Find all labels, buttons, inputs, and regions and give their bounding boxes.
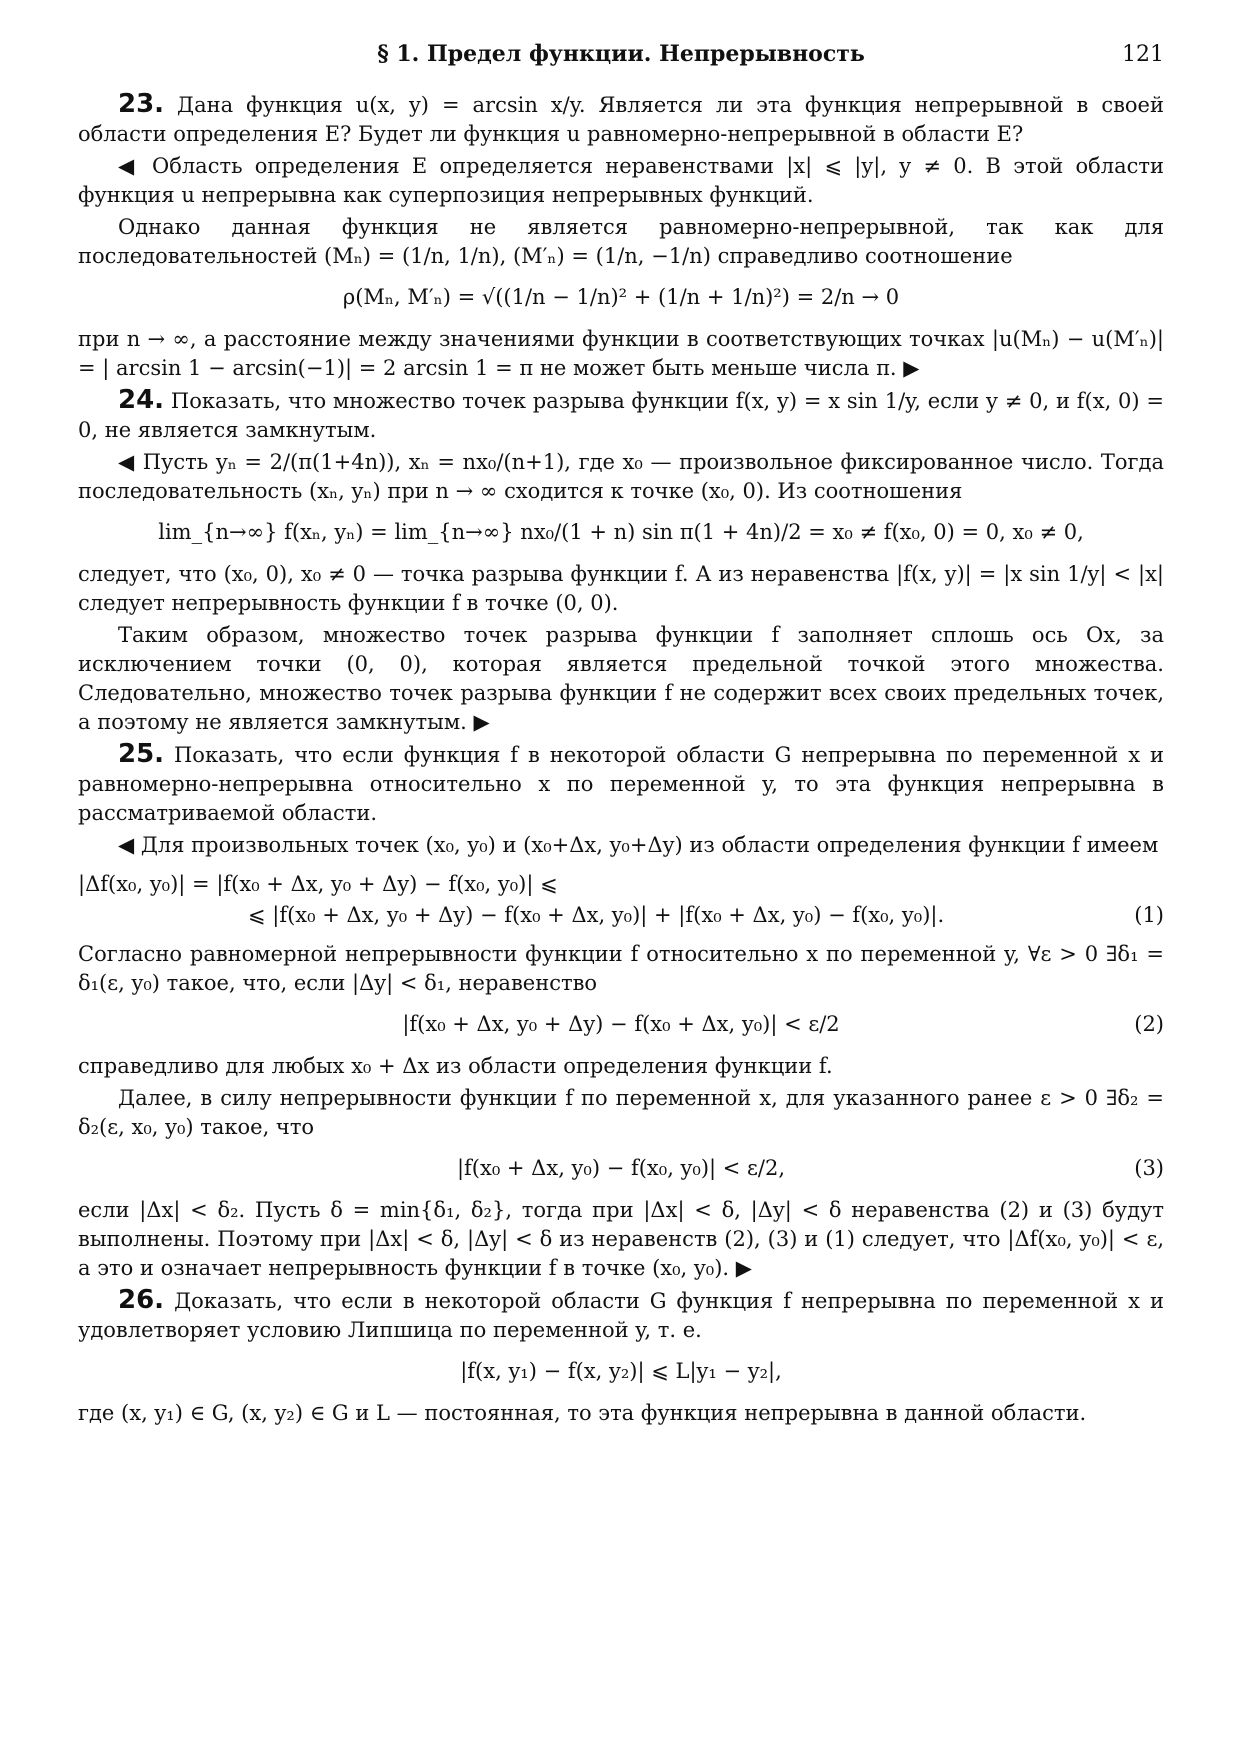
problem-25-equation-2: |f(x₀ + Δx, y₀ + Δy) − f(x₀ + Δx, y₀)| < ε/2 (2) bbox=[78, 1010, 1164, 1040]
problem-24-number: 24. bbox=[118, 385, 165, 415]
section-title: § 1. Предел функции. Непрерывность bbox=[377, 41, 865, 67]
problem-25-equation-1b: ⩽ |f(x₀ + Δx, y₀ + Δy) − f(x₀ + Δx, y₀)| + |f(x₀ + Δx, y₀) − f(x₀, y₀)|. (1) bbox=[78, 901, 1164, 930]
problem-25-solution-p4: Далее, в силу непрерывности функции f по переменной x, для указанного ранее ε > 0 ∃δ₂ = δ₂(ε, x₀, y₀) такое, что bbox=[78, 1086, 1164, 1139]
problem-23-solution-p1: ◀ Область определения E определяется неравенствами |x| ⩽ |y|, y ≠ 0. В этой области функция u непрерывна как суперпозиция непрерывных функций. bbox=[78, 154, 1164, 207]
problem-26-text: где (x, y₁) ∈ G, (x, y₂) ∈ G и L — постоянная, то эта функция непрерывна в данной области. bbox=[78, 1401, 1087, 1425]
problem-23-statement: 23. Дана функция u(x, y) = arcsin x/y. Является ли эта функция непрерывной в своей области определения E? Будет ли функция u равномерно-непрерывной в области E? bbox=[78, 89, 1164, 146]
problem-26-number: 26. bbox=[118, 1285, 165, 1315]
equation-tag-2: (2) bbox=[1134, 1012, 1164, 1036]
problem-23-solution-p2: Однако данная функция не является равномерно-непрерывной, так как для последовательностей (Mₙ) = (1/n, 1/n), (M′ₙ) = (1/n, −1/n) справедливо соотношение bbox=[78, 215, 1164, 268]
problem-23-solution-p3: при n → ∞, а расстояние между значениями функции в соответствующих точках |u(Mₙ) − u(M′ₙ)| = | arcsin 1 − arcsin(−1)| = 2 arcsin 1 = π не может быть меньше числа π. ▶ bbox=[78, 327, 1164, 380]
problem-25-equation-3: |f(x₀ + Δx, y₀) − f(x₀, y₀)| < ε/2, (3) bbox=[78, 1154, 1164, 1184]
problem-25-statement: 25. Показать, что если функция f в некоторой области G непрерывна по переменной x и равномерно-непрерывна относительно x по переменной y, то эта функция непрерывна в рассматриваемой области. bbox=[78, 739, 1164, 825]
problem-26-statement: 26. Доказать, что если в некоторой области G функция f непрерывна по переменной x и удовлетворяет условию Липшица по переменной y, т. е. bbox=[78, 1285, 1164, 1342]
problem-25-number: 25. bbox=[118, 739, 165, 769]
page-number: 121 bbox=[1122, 42, 1164, 67]
problem-24-solution-p3: Таким образом, множество точек разрыва функции f заполняет сплошь ось Ox, за исключением точки (0, 0), которая является предельной точкой этого множества. Следовательно, множество точек разрыва функции f не содержит всех своих предельных точек, а поэтому не является замкнутым. ▶ bbox=[78, 623, 1164, 734]
equation-tag-3: (3) bbox=[1134, 1156, 1164, 1180]
equation-tag-1: (1) bbox=[1134, 903, 1164, 927]
running-header bbox=[78, 40, 1164, 72]
problem-25-solution-p5: если |Δx| < δ₂. Пусть δ = min{δ₁, δ₂}, тогда при |Δx| < δ, |Δy| < δ неравенства (2) и (3) будут выполнены. Поэтому при |Δx| < δ, |Δy| < δ из неравенств (2), (3) и (1) следует, что |Δf(x₀, y₀)| < ε, а это и означает непрерывность функции f в точке (x₀, y₀). ▶ bbox=[78, 1198, 1164, 1280]
problem-24-equation: lim_{n→∞} f(xₙ, yₙ) = lim_{n→∞} nx₀/(1 + n) sin π(1 + 4n)/2 = x₀ ≠ f(x₀, 0) = 0, x₀ ≠ 0, bbox=[158, 520, 1084, 544]
problem-25-solution-p1: ◀ Для произвольных точек (x₀, y₀) и (x₀+Δx, y₀+Δy) из области определения функции f имеем bbox=[118, 833, 1159, 857]
problem-25-solution-p3: справедливо для любых x₀ + Δx из области определения функции f. bbox=[78, 1054, 833, 1078]
problem-23-number: 23. bbox=[118, 89, 165, 119]
problem-24-solution-p1: ◀ Пусть yₙ = 2/(π(1+4n)), xₙ = nx₀/(n+1), где x₀ — произвольное фиксированное число. Тогда последовательность (xₙ, yₙ) при n → ∞ сходится к точке (x₀, 0). Из соотношения bbox=[78, 450, 1164, 503]
problem-26-equation: |f(x, y₁) − f(x, y₂)| ⩽ L|y₁ − y₂|, bbox=[460, 1359, 782, 1383]
problem-25-solution-p2: Согласно равномерной непрерывности функции f относительно x по переменной y, ∀ε > 0 ∃δ₁ = δ₁(ε, y₀) такое, что, если |Δy| < δ₁, неравенство bbox=[78, 942, 1164, 995]
problem-25-equation-1a: |Δf(x₀, y₀)| = |f(x₀ + Δx, y₀ + Δy) − f(x₀, y₀)| ⩽ bbox=[78, 872, 558, 896]
problem-23-equation: ρ(Mₙ, M′ₙ) = √((1/n − 1/n)² + (1/n + 1/n)²) = 2/n → 0 bbox=[342, 285, 900, 309]
problem-24-solution-p2: следует, что (x₀, 0), x₀ ≠ 0 — точка разрыва функции f. А из неравенства |f(x, y)| = |x sin 1/y| < |x| следует непрерывность функции f в точке (0, 0). bbox=[78, 562, 1164, 615]
page-content bbox=[78, 90, 1164, 1431]
problem-24-statement: 24. Показать, что множество точек разрыва функции f(x, y) = x sin 1/y, если y ≠ 0, и f(x, 0) = 0, не является замкнутым. bbox=[78, 385, 1164, 442]
